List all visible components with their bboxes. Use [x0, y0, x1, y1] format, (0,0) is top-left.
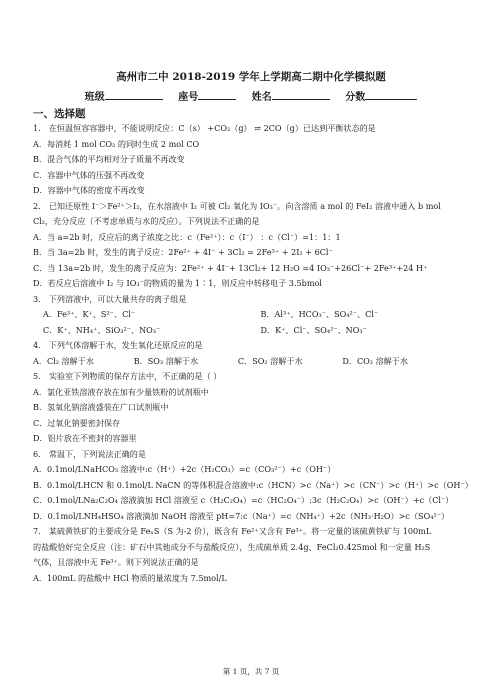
text-line: C．0.1mol/LNa₂C₂O₄ 溶液滴加 HCl 溶液至 c（H₂C₂O₄）=c（HC₂O₄⁻）:3c（H₂C₂O₄）>c（OH⁻）+c（Cl⁻）	[33, 495, 454, 505]
text-line: A．氯化亚铁溶液存放在加有少量铁粉的试剂瓶中	[33, 386, 209, 397]
text-line: B．当 3a=2b 时，发生的离子反应：2Fe²⁺ + 4I⁻ + 3Cl₂ = 2Fe³⁺ + 2I₂ + 6Cl⁻	[33, 247, 333, 257]
q3-option-d: D．K⁺、Cl⁻、SO₄²⁻、NO₃⁻	[260, 324, 367, 335]
question-body	[33, 121, 478, 586]
q4-option-b: B．SO₃ 溶解于水	[133, 355, 199, 366]
text-line: B．0.1mol/LHCN 和 0.1mol/L NaCN 的等体积混合溶液中:c（HCN）>c（Na⁺）>c（CN⁻）>c（H⁺）>c（OH⁻）	[33, 479, 473, 490]
q3-option-row	[33, 323, 478, 339]
text-line: B．混合气体的平均相对分子质量不再改变	[33, 154, 185, 164]
q4-option-row	[33, 354, 478, 370]
page-title: 高州市二中 2018-2019 学年上学期高二期中化学模拟题	[116, 71, 386, 83]
text-line: 的盐酸恰好完全反应（注：矿石中其他成分不与盐酸反应），生成硫单质 2.4g、FeCl₂0.425mol 和一定量 H₂S	[33, 541, 431, 552]
text-line: Cl₂，充分反应（不考虑单质与水的反应）。下列说法不正确的是	[33, 216, 260, 226]
text-line: D．若反应后溶液中 I₂ 与 IO₃⁻的物质的量为 1∶1，则反应中转移电子 3.5bmol	[33, 278, 322, 288]
q3-option-b: B．Al³⁺、HCO₃⁻、SO₄²⁻、Cl⁻	[260, 309, 379, 319]
text-line: 3． 下列溶液中，可以大量共存的离子组是	[33, 293, 187, 304]
class-label: 班级	[84, 92, 105, 103]
text-line: B．氢氧化钠溶液盛装在广口试剂瓶中	[33, 402, 169, 412]
student-info-line	[0, 88, 502, 103]
text-line: A．每消耗 1 mol CO₂ 的同时生成 2 mol CO	[33, 138, 200, 149]
q4-option-d: D．CO₂ 溶解于水	[342, 355, 408, 366]
name-blank[interactable]	[272, 90, 330, 100]
text-line: C．容器中气体的压强不再改变	[33, 169, 145, 180]
q4-option-a: A．Cl₂ 溶解于水	[33, 355, 94, 366]
text-line: 2． 已知还原性 I⁻＞Fe²⁺＞I₂，在水溶液中 I₂ 可被 Cl₂ 氧化为 IO₃⁻。向含溶质 a mol 的 FeI₂ 溶液中通入 b mol	[33, 200, 441, 211]
text-line: 1． 在恒温恒容容器中，不能说明反应：C（s） +CO₂（g） ⇌ 2CO（g）已达到平衡状态的是	[33, 123, 376, 133]
text-line: A．100mL 的盐酸中 HCl 物质的量浓度为 7.5mol/L	[33, 572, 227, 583]
name-label: 姓名	[251, 92, 272, 103]
class-blank[interactable]	[105, 90, 163, 100]
score-blank[interactable]	[365, 90, 417, 100]
q3-option-a: A．Fe³⁺、K⁺、S²⁻、Cl⁻	[43, 309, 136, 319]
text-line: 5． 实验室下列物质的保存方法中，不正确的是（ ）	[33, 371, 222, 381]
seat-label: 座号	[178, 92, 199, 103]
seat-blank[interactable]	[198, 90, 236, 100]
text-line: D．容器中气体的密度不再改变	[33, 185, 145, 195]
q3-option-row	[33, 307, 478, 323]
text-line: 4． 下列气体溶解于水，发生氧化还原反应的是	[33, 340, 203, 350]
text-line: C．过氧化钠要密封保存	[33, 417, 121, 428]
section-heading: 一、选择题	[33, 108, 86, 120]
text-line: C．当 13a=2b 时，发生的离子反应为：2Fe²⁺ + 4I⁻+ 13Cl₂+ 12 H₂O =4 IO₃⁻+26Cl⁻+ 2Fe³⁺+24 H⁺	[33, 262, 428, 273]
text-line: D．铝片放在不密封的容器里	[33, 433, 137, 443]
score-label: 分数	[345, 92, 366, 103]
q4-option-c: C．SO₂ 溶解于水	[237, 355, 303, 366]
text-line: 6． 常温下，下列说法正确的是	[33, 448, 146, 459]
page-footer: 第 1 页，共 7 页	[222, 667, 280, 676]
text-line: A．当 a=2b 时，反应后的离子浓度之比：c（Fe²⁺）：c（I⁻） ：c（Cl⁻）=1：1：1	[33, 231, 341, 242]
q3-option-c: C．K⁺、NH₄⁺、SiO₃²⁻、NO₃⁻	[43, 324, 161, 335]
text-line: A．0.1mol/LNaHCO₃ 溶液中:c（H⁺）+2c（H₂CO₃）=c（CO₃²⁻）+c（OH⁻）	[33, 464, 336, 474]
text-line: 7． 某硫黄铁矿的主要成分是 FeₓS（S 为-2 价），既含有 Fe²⁺又含有 Fe³⁺。将一定量的该硫黄铁矿与 100mL	[33, 526, 432, 536]
text-line: D．0.1mol/LNH₄HSO₄ 溶液滴加 NaOH 溶液至 pH=7:c（Na⁺）=c（NH₄⁺）+2c（NH₃·H₂O）>c（SO₄²⁻）	[33, 510, 450, 521]
text-line: 气体，且溶液中无 Fe³⁺。则下列说法正确的是	[33, 557, 199, 567]
